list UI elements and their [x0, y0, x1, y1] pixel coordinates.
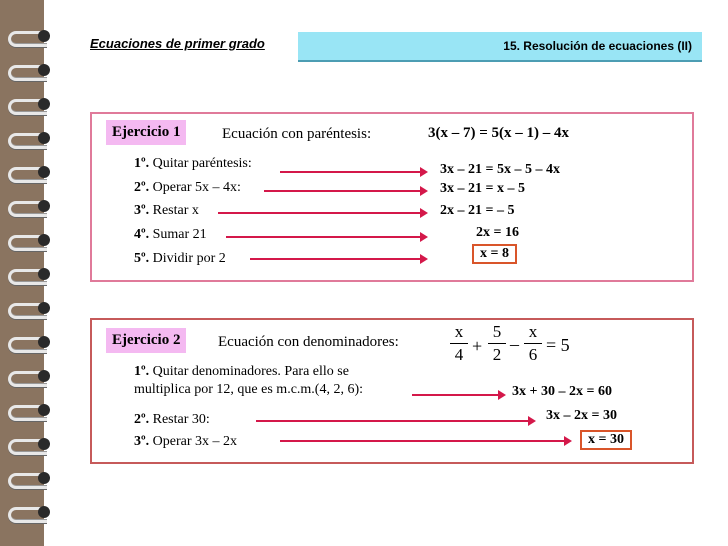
- fraction: 5 2: [488, 322, 506, 365]
- section-title: 15. Resolución de ecuaciones (II): [503, 39, 692, 53]
- step-row: 4º. Sumar 21: [134, 227, 207, 242]
- ring-icon: [8, 96, 52, 112]
- step-result: 3x – 2x = 30: [546, 408, 617, 423]
- ring-icon: [8, 62, 52, 78]
- ring-icon: [8, 130, 52, 146]
- step-result: 3x – 21 = x – 5: [440, 181, 525, 196]
- step-row: 2º. Restar 30:: [134, 412, 210, 427]
- final-answer: x = 8: [472, 244, 517, 264]
- ring-icon: [8, 28, 52, 44]
- step-row: 5º. Dividir por 2: [134, 251, 226, 266]
- ring-icon: [8, 198, 52, 214]
- ring-icon: [8, 164, 52, 180]
- step-result: 2x – 21 = – 5: [440, 203, 515, 218]
- arrow-icon: [264, 190, 426, 192]
- fraction: x 6: [524, 322, 542, 365]
- step-row: 1º. Quitar paréntesis:: [134, 156, 252, 171]
- step-row: 1º. Quitar denominadores. Para ello se: [134, 364, 349, 379]
- ring-icon: [8, 368, 52, 384]
- exercise-1-tag: Ejercicio 1: [106, 120, 186, 145]
- operator: –: [510, 334, 519, 354]
- step-row: 2º. Operar 5x – 4x:: [134, 180, 241, 195]
- step-row: 3º. Operar 3x – 2x: [134, 434, 237, 449]
- arrow-icon: [226, 236, 426, 238]
- exercise-1-subtitle: Ecuación con paréntesis:: [222, 126, 372, 142]
- final-answer: x = 30: [580, 430, 632, 450]
- ring-icon: [8, 402, 52, 418]
- equation-rhs: = 5: [546, 335, 570, 355]
- step-result: 3x – 21 = 5x – 5 – 4x: [440, 162, 560, 177]
- ring-icon: [8, 470, 52, 486]
- arrow-icon: [280, 440, 570, 442]
- arrow-icon: [280, 171, 426, 173]
- fraction: x 4: [450, 322, 468, 365]
- ring-icon: [8, 266, 52, 282]
- exercise-1-equation: 3(x – 7) = 5(x – 1) – 4x: [428, 125, 570, 141]
- step-row: 3º. Restar x: [134, 203, 199, 218]
- page-title: Ecuaciones de primer grado: [90, 36, 265, 51]
- step-row-continued: multiplica por 12, que es m.c.m.(4, 2, 6):: [134, 382, 364, 397]
- arrow-icon: [412, 394, 504, 396]
- exercise-2-tag: Ejercicio 2: [106, 328, 186, 353]
- step-result: 3x + 30 – 2x = 60: [512, 384, 612, 399]
- ring-icon: [8, 334, 52, 350]
- arrow-icon: [218, 212, 426, 214]
- ring-icon: [8, 300, 52, 316]
- ring-icon: [8, 504, 52, 520]
- arrow-icon: [256, 420, 534, 422]
- section-banner: [298, 32, 702, 62]
- operator: +: [472, 336, 483, 356]
- exercise-2-subtitle: Ecuación con denominadores:: [218, 334, 399, 350]
- arrow-icon: [250, 258, 426, 260]
- step-result: 2x = 16: [476, 225, 519, 240]
- ring-icon: [8, 232, 52, 248]
- ring-icon: [8, 436, 52, 452]
